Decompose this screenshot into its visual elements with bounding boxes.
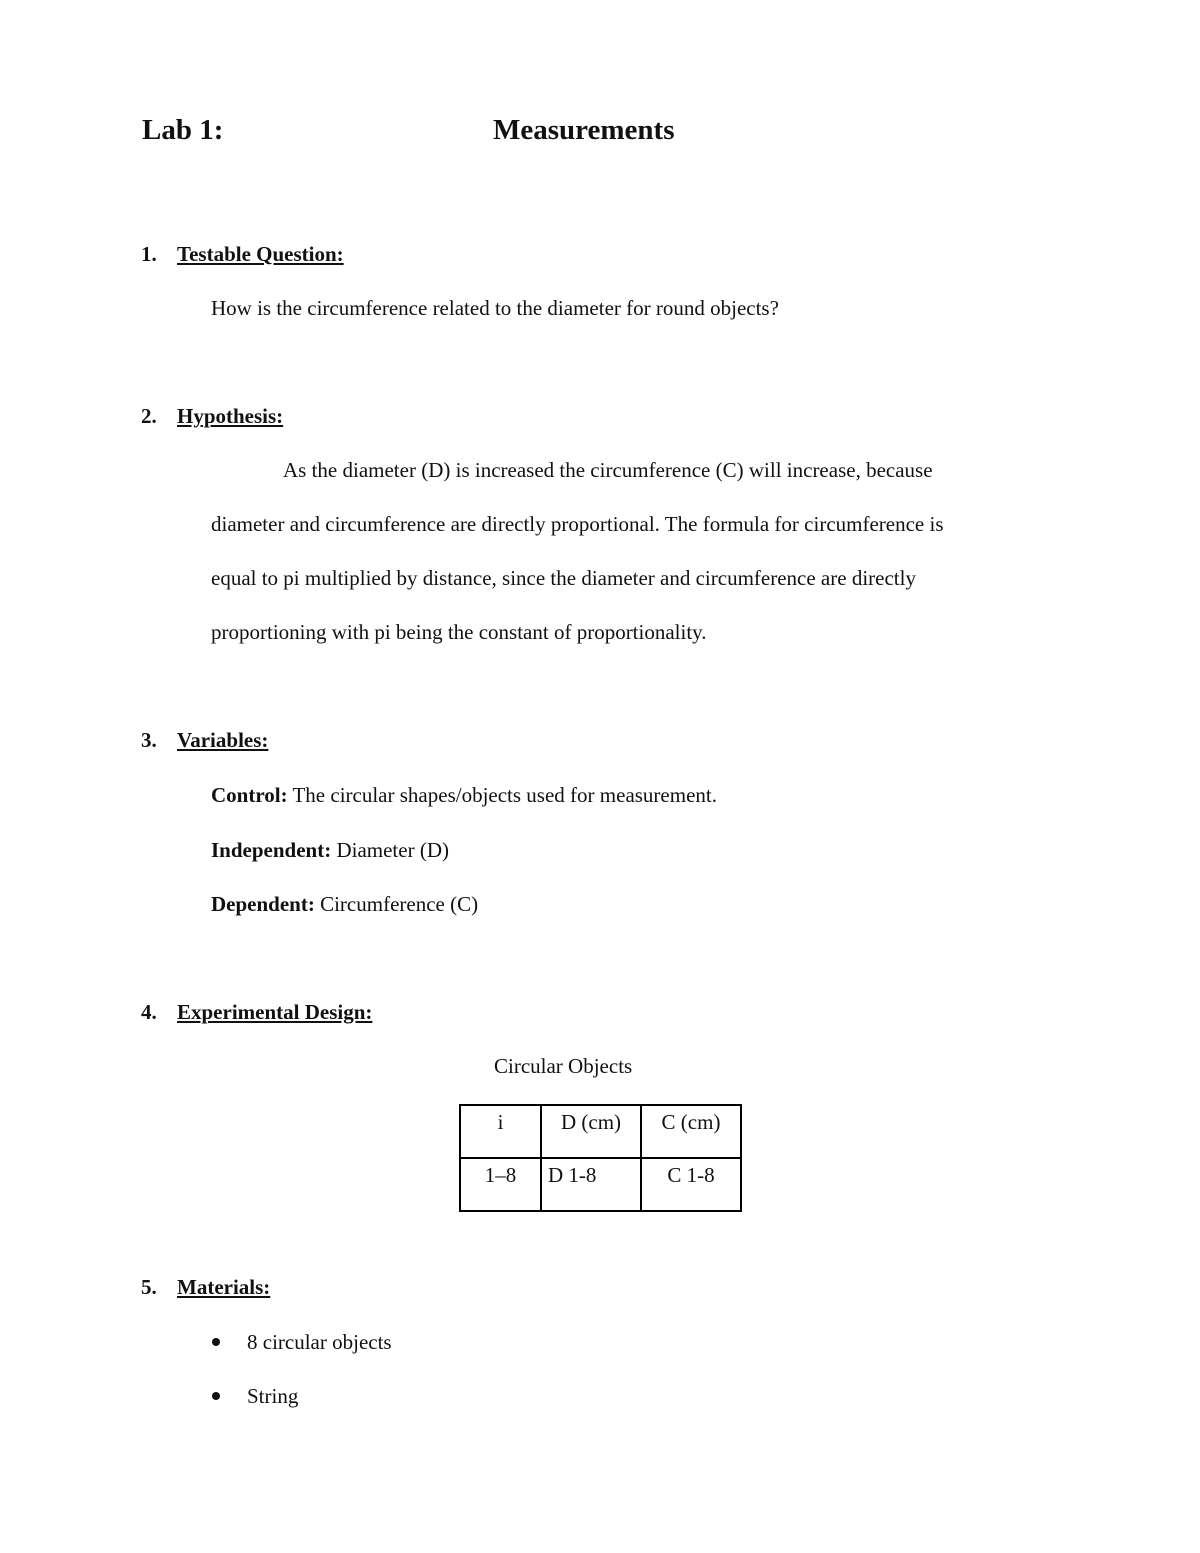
page-title-measurements: Measurements [493, 114, 675, 146]
cell-i: 1–8 [460, 1158, 541, 1211]
section-4-heading: Experimental Design: [177, 1000, 373, 1024]
section-3-heading: Variables: [177, 728, 269, 752]
control-label: Control: [211, 783, 288, 807]
control-text: The circular shapes/objects used for measurement. [292, 783, 717, 807]
material-item-2: String [247, 1384, 299, 1408]
variable-independent [211, 837, 449, 863]
section-2-heading: Hypothesis: [177, 404, 284, 428]
header-cell-c: C (cm) [641, 1105, 741, 1158]
independent-label: Independent: [211, 838, 332, 862]
table-row [460, 1158, 741, 1211]
hypothesis-line-1: As the diameter (D) is increased the circumference (C) will increase, because [283, 458, 933, 482]
section-4-number: 4. [141, 1000, 157, 1024]
design-table [459, 1104, 742, 1212]
cell-d: D 1-8 [541, 1158, 641, 1211]
cell-c: C 1-8 [641, 1158, 741, 1211]
section-5-number: 5. [141, 1275, 157, 1299]
independent-text: Diameter (D) [336, 838, 449, 862]
dependent-text: Circumference (C) [320, 892, 479, 916]
variable-control [211, 782, 717, 808]
table-title: Circular Objects [494, 1054, 633, 1078]
material-item-1: 8 circular objects [247, 1330, 392, 1354]
bullet-icon [212, 1338, 220, 1346]
section-1-number: 1. [141, 242, 157, 266]
table-header-row [460, 1105, 741, 1158]
header-cell-d: D (cm) [541, 1105, 641, 1158]
bullet-icon [212, 1392, 220, 1400]
hypothesis-line-4: proportioning with pi being the constant of proportionality. [211, 620, 707, 644]
section-1-heading: Testable Question: [177, 242, 344, 266]
header-cell-i: i [460, 1105, 541, 1158]
variable-dependent [211, 891, 478, 917]
page-title-lab: Lab 1: [142, 114, 224, 146]
dependent-label: Dependent: [211, 892, 315, 916]
hypothesis-line-2: diameter and circumference are directly proportional. The formula for circumference is [211, 512, 944, 536]
hypothesis-line-3: equal to pi multiplied by distance, since the diameter and circumference are directly [211, 566, 916, 590]
question-text: How is the circumference related to the diameter for round objects? [211, 296, 779, 320]
section-2-number: 2. [141, 404, 157, 428]
section-5-heading: Materials: [177, 1275, 271, 1299]
section-3-number: 3. [141, 728, 157, 752]
